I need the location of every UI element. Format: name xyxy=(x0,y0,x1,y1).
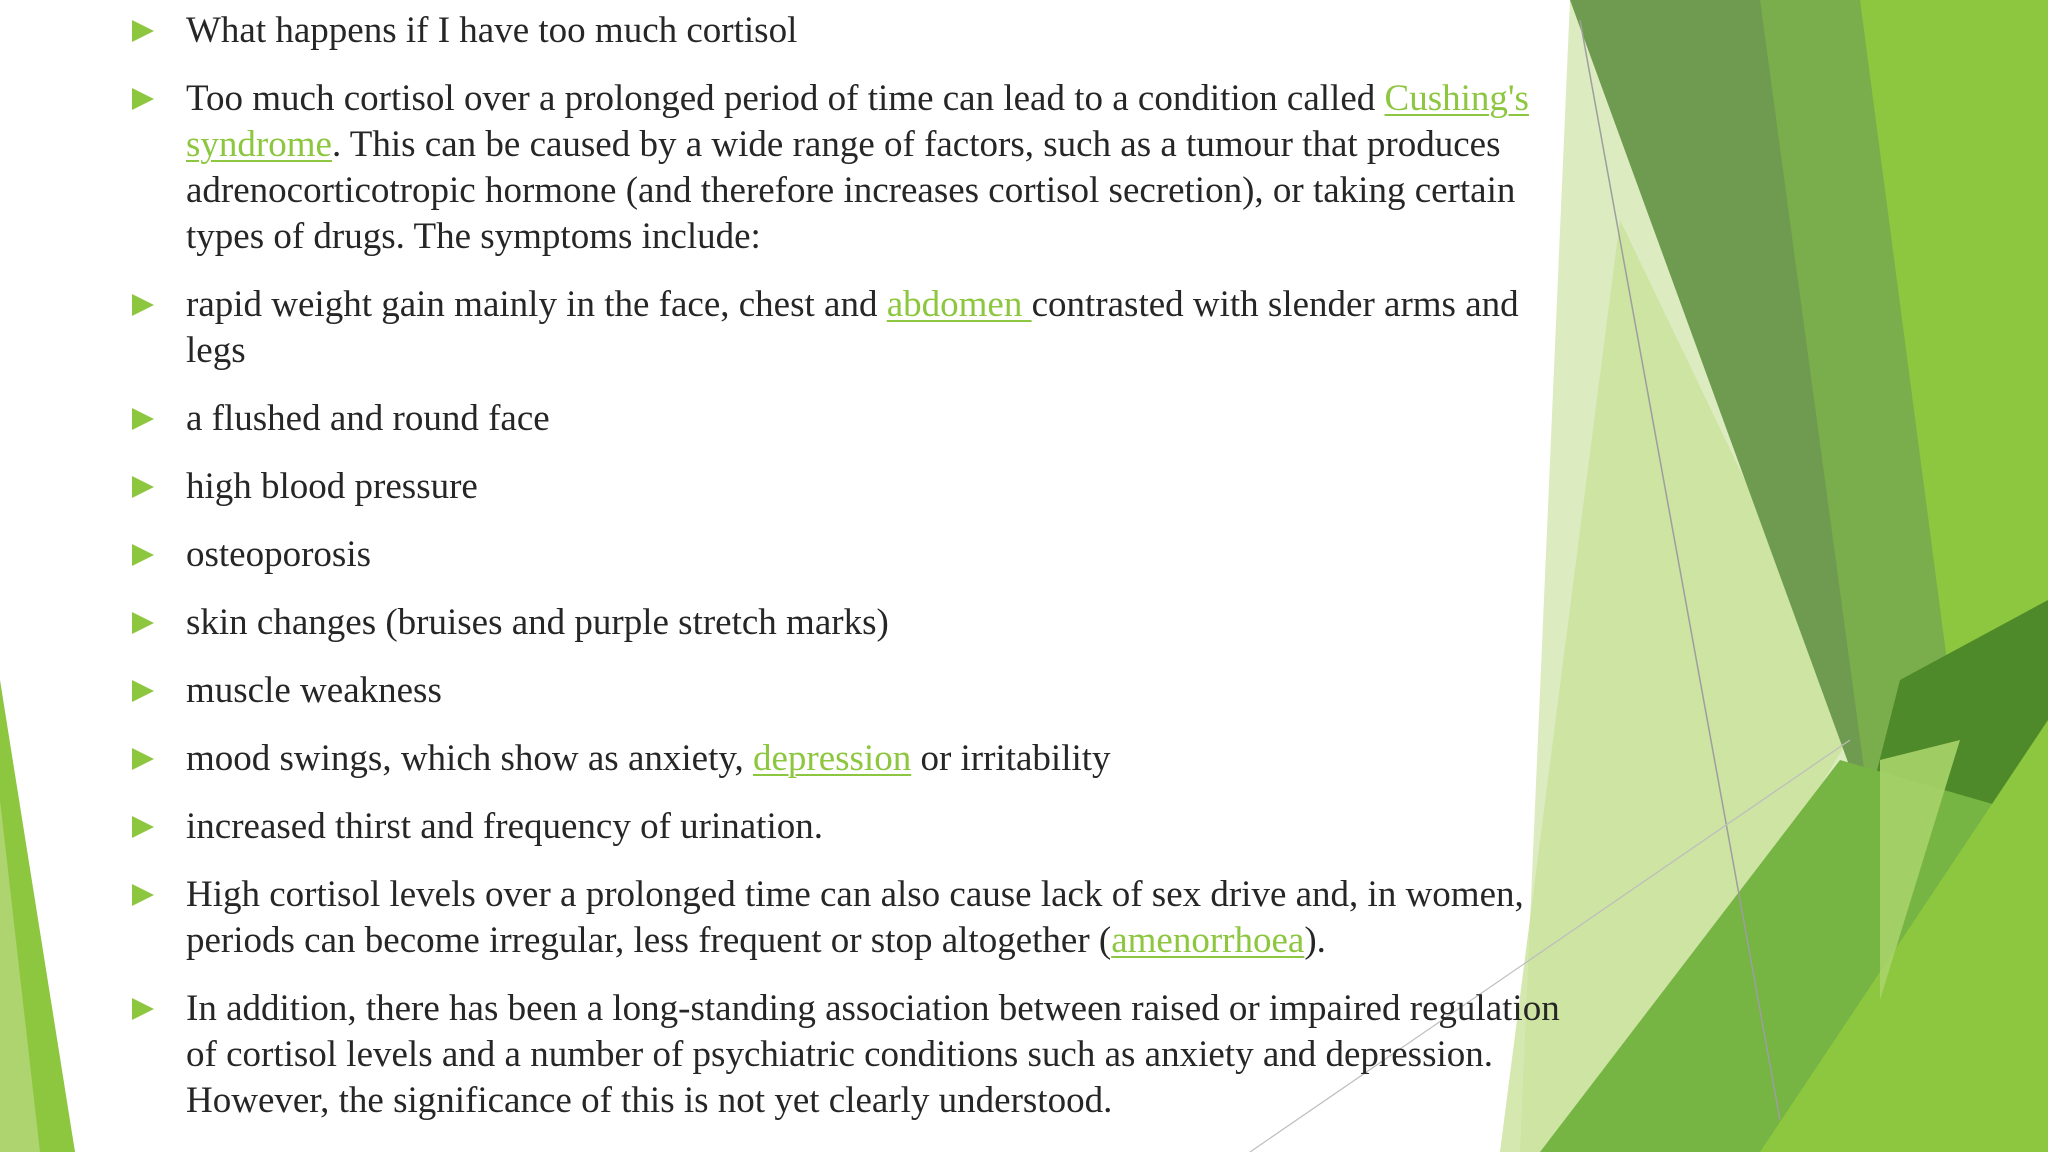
link-depression[interactable]: depression xyxy=(752,738,912,779)
link-amenorrhoea[interactable]: amenorrhoea xyxy=(1111,920,1305,961)
bullet-list xyxy=(128,8,1568,1146)
bullet-item xyxy=(128,76,1568,260)
bullet-text: high blood pressure xyxy=(186,466,478,507)
bullet-text: What happens if I have too much cortisol xyxy=(186,10,798,51)
triangle-bullet-icon xyxy=(132,680,154,702)
bullet-text: Too much cortisol over a prolonged period of time can lead to a condition called xyxy=(186,78,1385,119)
bullet-item xyxy=(128,600,1568,646)
bullet-item xyxy=(128,8,1568,54)
bullet-item xyxy=(128,396,1568,442)
bullet-text: High cortisol levels over a prolonged time can also cause lack of sex drive and, in women, periods can become irregular, less frequent or stop altogether ( xyxy=(186,874,1524,961)
bullet-text: or irritability xyxy=(911,738,1111,779)
bullet-item xyxy=(128,736,1568,782)
triangle-bullet-icon xyxy=(132,748,154,770)
triangle-bullet-icon xyxy=(132,408,154,430)
bullet-item xyxy=(128,804,1568,850)
bullet-text: osteoporosis xyxy=(186,534,371,575)
bullet-item xyxy=(128,532,1568,578)
bullet-text: contrasted with slender arms and legs xyxy=(186,284,1519,371)
bullet-text: increased thirst and frequency of urination. xyxy=(186,806,823,847)
triangle-bullet-icon xyxy=(132,88,154,110)
triangle-bullet-icon xyxy=(132,612,154,634)
triangle-bullet-icon xyxy=(132,998,154,1020)
link-cushings-syndrome[interactable]: Cushing's syndrome xyxy=(186,78,1529,165)
bullet-item xyxy=(128,464,1568,510)
triangle-bullet-icon xyxy=(132,544,154,566)
triangle-bullet-icon xyxy=(132,816,154,838)
triangle-bullet-icon xyxy=(132,294,154,316)
bullet-text: ). xyxy=(1304,920,1326,961)
bullet-text: skin changes (bruises and purple stretch marks) xyxy=(186,602,889,643)
bullet-item xyxy=(128,282,1568,374)
bullet-item xyxy=(128,668,1568,714)
bullet-text: rapid weight gain mainly in the face, chest and xyxy=(186,284,887,325)
bullet-item xyxy=(128,986,1568,1124)
bullet-text: a flushed and round face xyxy=(186,398,550,439)
bullet-text: muscle weakness xyxy=(186,670,442,711)
bullet-item xyxy=(128,872,1568,964)
triangle-bullet-icon xyxy=(132,476,154,498)
triangle-bullet-icon xyxy=(132,20,154,42)
link-abdomen[interactable]: abdomen xyxy=(886,284,1032,325)
bullet-text: In addition, there has been a long-standing association between raised or impaired regulation of cortisol levels and a number of psychiatric conditions such as anxiety and depression. However, the significance of this is not yet clearly understood. xyxy=(186,988,1560,1121)
triangle-bullet-icon xyxy=(132,884,154,906)
bullet-text: mood swings, which show as anxiety, xyxy=(186,738,753,779)
bullet-text: . This can be caused by a wide range of factors, such as a tumour that produces adrenocorticotropic hormone (and therefore increases cortisol secretion), or taking certain types of drugs. The symptoms include: xyxy=(186,124,1516,257)
